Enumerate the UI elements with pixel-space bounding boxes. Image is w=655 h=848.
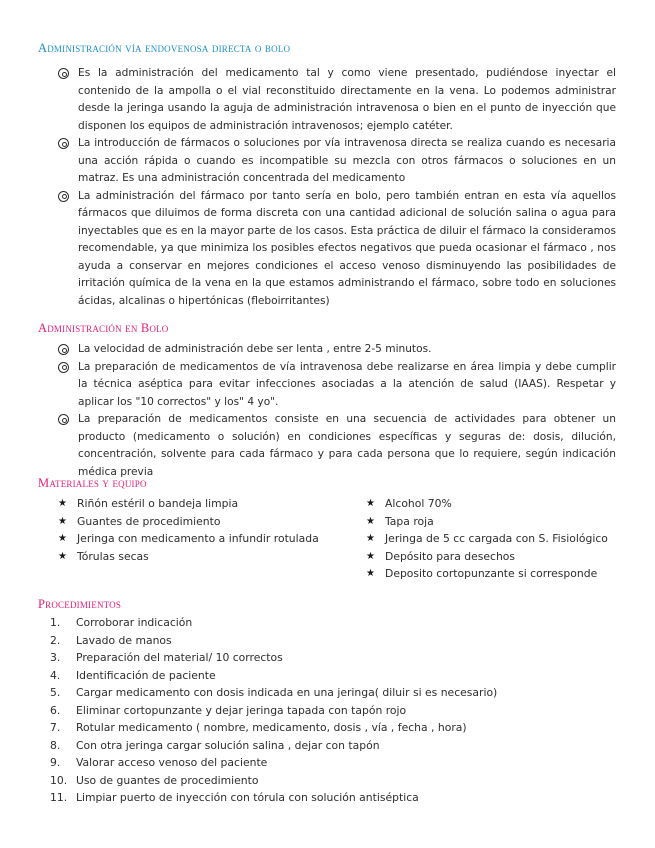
- star-icon: ★: [58, 515, 67, 527]
- list-item: 2. Lavado de manos: [50, 633, 172, 647]
- list-item: La velocidad de administración debe ser lenta , entre 2-5 minutos.: [58, 341, 616, 359]
- list-item: 9. Valorar acceso venoso del paciente: [50, 756, 268, 769]
- star-icon: ★: [366, 498, 375, 509]
- list-item: La administración del fármaco por tanto sería en bolo, pero también entran en esta vía aquellos fármacos que diluimos de forma discreta con una cantidad adicional de solución salina o agua para inyectables que es en la mayor parte de los casos. Esta práctica de diluir el fármaco la consideramos recomendable, ya que minimiza los posibles efectos negativos que pueda ocasionar el fármaco , nos ayuda a conservar en mejores condiciones el acceso venoso disminuyendo las posibilidades de irritación química de la vena en la que estamos administrando el fármaco, sobre todo en soluciones ácidas, alcalinas o hipertónicas (fleboirritantes): [58, 188, 616, 311]
- bullet-icon: [58, 68, 69, 79]
- list-item: 6. Eliminar cortopunzante y dejar jeringa tapada con tapón rojo: [50, 703, 407, 717]
- bullet-icon: [58, 362, 69, 373]
- list-item: ★ Depósito para desechos: [366, 549, 516, 563]
- list-item: ★ Alcohol 70%: [366, 497, 452, 510]
- list-item: 8. Con otra jeringa cargar solución salina , dejar con tapón: [50, 738, 380, 752]
- list-item: ★ Guantes de procedimiento: [58, 514, 221, 528]
- list-item: Es la administración del medicamento tal y como viene presentado, pudiéndose inyectar el contenido de la ampolla o el vial reconstituido directamente en la vena. Lo podemos administrar desde la jeringa usando la aguja de administración intravenosa o bien en el punto de inyección que disponen los equipos de administración intravenosos; ejemplo catéter.: [58, 65, 616, 135]
- star-icon: ★: [58, 550, 67, 562]
- section-title-endovenosa: Administración vía endovenosa directa o bolo: [38, 41, 291, 55]
- star-icon: ★: [366, 533, 375, 544]
- list-item: 7. Rotular medicamento ( nombre, medicamento, dosis , vía , fecha , hora): [50, 721, 467, 734]
- bullet-icon: [58, 344, 69, 355]
- list-item: 10. Uso de guantes de procedimiento: [50, 773, 259, 787]
- list-item: 3. Preparación del material/ 10 correctos: [50, 651, 283, 664]
- star-icon: ★: [366, 550, 375, 562]
- list-item: ★ Riñón estéril o bandeja limpia: [58, 497, 239, 510]
- list-item: ★ Tapa roja: [366, 514, 434, 528]
- list-item: La preparación de medicamentos de vía intravenosa debe realizarse en área limpia y debe cumplir la técnica aséptica para evitar infecciones asociadas a la atención de salud (IAAS). Respetar y aplicar los "10 correctos" y los" 4 yo".: [58, 359, 616, 412]
- list-item: ★ Jeringa con medicamento a infundir rotulada: [58, 532, 319, 545]
- section-title-procedimientos: Procedimientos: [38, 597, 122, 611]
- list-item: ★ Jeringa de 5 cc cargada con S. Fisiológico: [366, 532, 608, 545]
- list-item: ★ Deposito cortopunzante si corresponde: [366, 567, 598, 580]
- star-icon: ★: [58, 533, 67, 544]
- star-icon: ★: [366, 568, 375, 579]
- list-item: 5. Cargar medicamento con dosis indicada en una jeringa( diluir si es necesario): [50, 686, 498, 699]
- list-item: La preparación de medicamentos consiste en una secuencia de actividades para obtener un producto (medicamento o solución) en condiciones específicas y seguras de: dosis, dilución, concentración, solvente para cada fármaco y para cada persona que lo requiere, según indicación médica previa: [58, 411, 616, 481]
- endovenosa-bullet-list: [58, 65, 616, 310]
- star-icon: ★: [58, 498, 67, 509]
- star-icon: ★: [366, 515, 375, 527]
- section-title-bolo: Administración en Bolo: [38, 321, 169, 335]
- bullet-icon: [58, 414, 69, 425]
- bullet-icon: [58, 191, 69, 202]
- list-item: ★ Tórulas secas: [58, 549, 149, 563]
- bullet-icon: [58, 138, 69, 149]
- materials-list-left: [58, 495, 320, 565]
- list-item: 1. Corroborar indicación: [50, 616, 193, 629]
- section-title-materiales: Materiales y equipo: [38, 476, 147, 490]
- list-item: La introducción de fármacos o soluciones por vía intravenosa directa se realiza cuando es necesaria una acción rápida o cuando es incompatible su mezcla con otros fármacos o soluciones en un matraz. Es una administración concentrada del medicamento: [58, 135, 616, 188]
- list-item: 11. Limpiar puerto de inyección con tórula con solución antiséptica: [50, 791, 419, 804]
- procedure-steps-list: [50, 614, 610, 807]
- list-item: 4. Identificación de paciente: [50, 668, 216, 682]
- bolo-bullet-list: [58, 341, 616, 481]
- materials-list-right: [366, 495, 626, 583]
